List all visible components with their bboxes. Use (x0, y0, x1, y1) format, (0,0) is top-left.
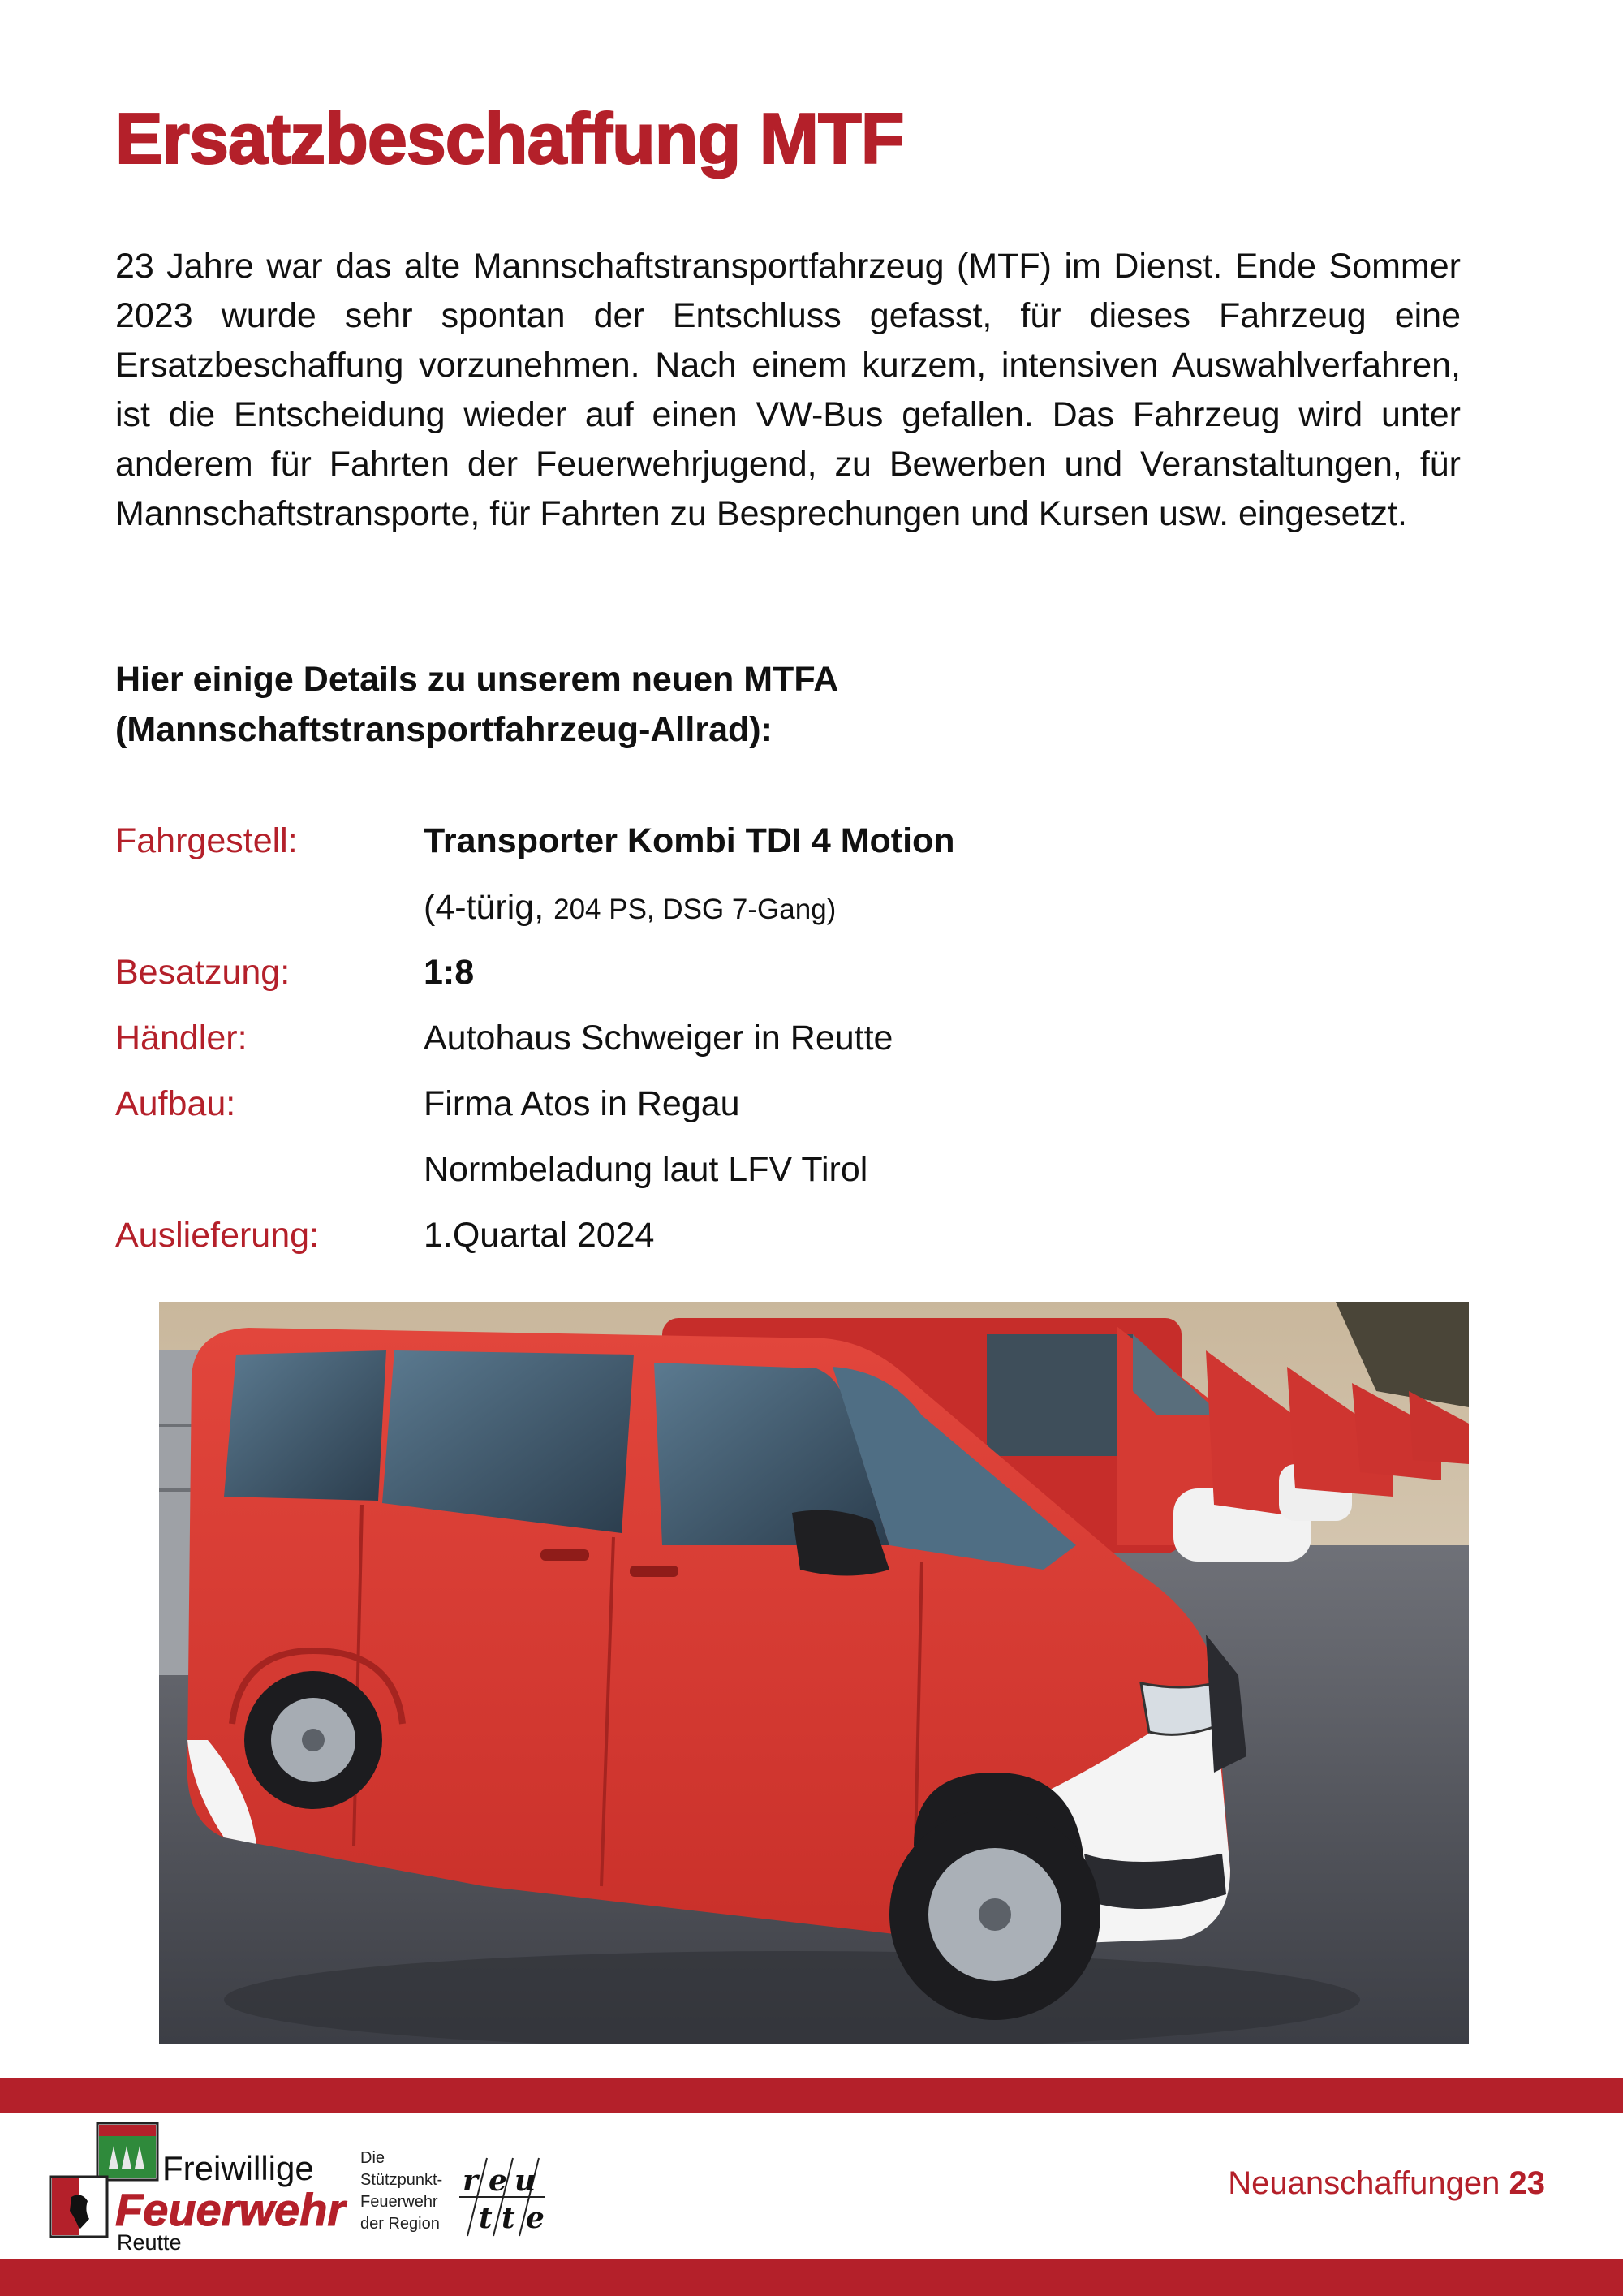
spec-value-fahrgestell: Transporter Kombi TDI 4 Motion (424, 821, 955, 860)
footer-section-name: Neuanschaffungen (1228, 2165, 1500, 2201)
details-heading-line2: (Mannschaftstransportfahrzeug-Allrad): (115, 710, 773, 749)
logo-text-reutte: Reutte (117, 2230, 182, 2255)
page-number: 23 (1509, 2165, 1545, 2201)
intro-paragraph: 23 Jahre war das alte Mannschaftstransportfahrzeug (MTF) im Dienst. Ende Sommer 2023 wurde sehr spontan der Entschluss gefasst, für dieses Fahrzeug eine Ersatzbeschaffung vorzunehmen. Nach einem kurzem, intensiven Auswahlverfahren, ist die Entscheidung wieder auf einen VW-Bus gefallen. Das Fahrzeug wird unter anderem für Fahrten der Feuerwehrjugend, zu Bewerben und Veranstaltungen, für Mannschaftstransporte, für Fahrten zu Besprechungen und Kursen usw. eingesetzt. (115, 247, 1461, 533)
reutte-region-logo (454, 2155, 552, 2239)
page-title: Ersatzbeschaffung MTF (115, 98, 904, 179)
spec-value-aufbau: Firma Atos in Regau (424, 1084, 740, 1123)
region-line: Feuerwehr (360, 2193, 438, 2211)
footer-section (1228, 2165, 1545, 2202)
spec-label-besatzung: Besatzung: (115, 953, 291, 992)
details-heading-line1: Hier einige Details zu unserem neuen MTFA (115, 660, 839, 699)
region-letter: e (526, 2201, 545, 2235)
region-line: Die (360, 2149, 385, 2167)
region-letter: e (489, 2164, 507, 2198)
spec-extra-main: (4-türig, (424, 888, 554, 927)
spec-label-haendler: Händler: (115, 1019, 248, 1058)
logo-text-feuerwehr: Feuerwehr (115, 2184, 346, 2235)
spec-label-fahrgestell: Fahrgestell: (115, 821, 298, 860)
spec-value-fahrgestell-extra (424, 887, 836, 930)
details-heading (115, 654, 838, 755)
region-letter: t (502, 2201, 515, 2235)
region-line: der Region (360, 2215, 440, 2233)
region-letter: r (463, 2164, 478, 2198)
spec-extra-small: 204 PS, DSG 7-Gang) (553, 894, 837, 925)
logo-text-freiwillige: Freiwillige (162, 2149, 314, 2187)
spec-value-besatzung: 1:8 (424, 953, 475, 992)
region-letter: t (479, 2201, 493, 2235)
region-text (360, 2147, 458, 2235)
region-line: Stützpunkt- (360, 2171, 443, 2189)
spec-label-auslieferung: Auslieferung: (115, 1216, 319, 1255)
spec-value-haendler: Autohaus Schweiger in Reutte (424, 1019, 893, 1058)
spec-value-auslieferung: 1.Quartal 2024 (424, 1216, 655, 1255)
spec-value-aufbau-extra: Normbeladung laut LFV Tirol (424, 1150, 868, 1189)
footer-band-top (0, 2078, 1623, 2113)
spec-label-aufbau: Aufbau: (115, 1084, 236, 1123)
vehicle-photo (159, 1302, 1469, 2044)
footer-band-bottom (0, 2259, 1623, 2296)
region-letter: u (514, 2164, 536, 2198)
